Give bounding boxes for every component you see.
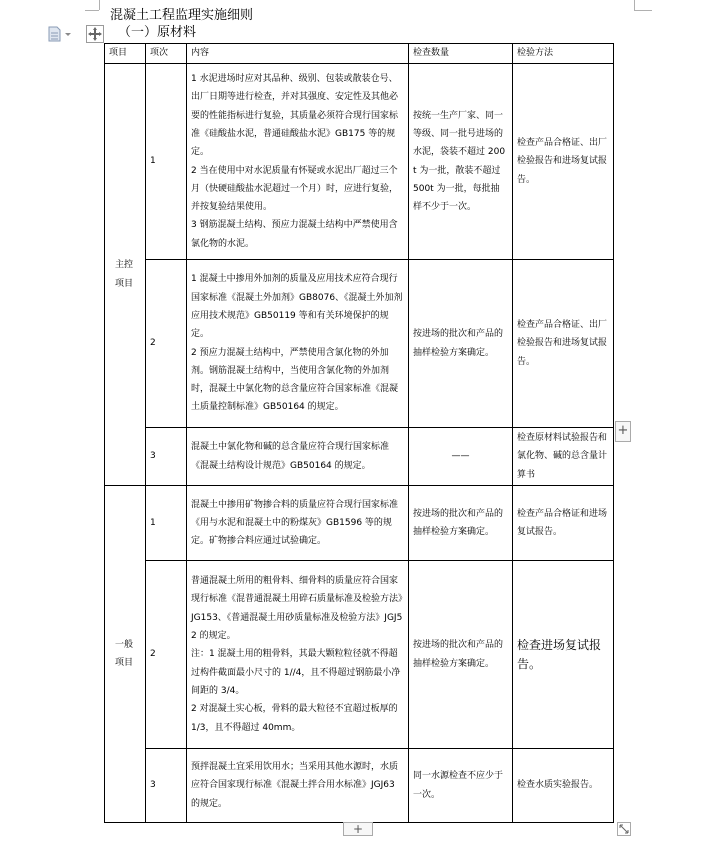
content-text: 普通混凝土所用的粗骨料、细骨料的质量应符合国家现行标准《混普通混凝土用碎石质量标准及检验方法》JG153、《普通混凝土用砂质量标准及检验方法》JGJ52 的规定。 注：1 混凝土用的粗骨料，其最大颗粒粒径就不得超过构件截面最小尺寸的 1//4，且不得超过钢筋最小净间距的 3/4。 2 对混凝土实心板，骨料的最大粒径不宜超过板厚的 1/3，且不得超过 40mm。: [191, 576, 403, 733]
header-cell-number[interactable]: 项次: [146, 44, 187, 64]
crop-mark: [99, 0, 100, 10]
row-quantity[interactable]: 同一水源检查不应少于一次。: [409, 749, 513, 823]
group-label-general[interactable]: 一般项目: [105, 486, 146, 823]
content-text: 1 水泥进场时应对其品种、级别、包装或散装仓号、出厂日期等进行检查，并对其强度、安定性及其他必要的性能指标进行复验，其质量必须符合现行国家标准《硅酸盐水泥，普通硅酸盐水泥》GB175 等的规定。 2 当在使用中对水泥质量有怀疑或水泥出厂超过三个月（快硬硅酸盐水泥超过一个月）时，应进行复验，并按复验结果使用。 3 钢筋混凝土结构、预应力混凝土结构中严禁使用含氯化物的水泥。: [191, 74, 399, 249]
row-content[interactable]: [187, 561, 409, 749]
row-quantity[interactable]: ——: [409, 428, 513, 486]
add-row-button[interactable]: [343, 822, 373, 836]
content-text: 1 混凝土中掺用外加剂的质量及应用技术应符合现行国家标准《混凝土外加剂》GB8076、《混凝土外加剂应用技术规范》GB50119 等和有关环境保护的规定。 2 预应力混凝土结构中，严禁使用含氯化物的外加剂。钢筋混凝土结构中，当使用含氯化物的外加剂时，混凝土中氯化物的总含量应符合国家标准《混凝土质量控制标准》GB50164 的规定。: [191, 274, 403, 413]
plus-icon: +: [352, 822, 364, 836]
table-header-row: [105, 44, 614, 64]
group-label-main[interactable]: 主控项目: [105, 64, 146, 486]
document-icon[interactable]: [48, 26, 72, 42]
row-method[interactable]: 检查产品合格证、出厂检验报告和进场复试报告。: [513, 260, 614, 428]
row-number[interactable]: 2: [146, 260, 187, 428]
header-cell-quantity[interactable]: 检查数量: [409, 44, 513, 64]
header-cell-content[interactable]: 内容: [187, 44, 409, 64]
header-cell-item[interactable]: 项目: [105, 44, 146, 64]
header-cell-method[interactable]: 检验方法: [513, 44, 614, 64]
add-column-button[interactable]: [615, 421, 631, 442]
table-row: [105, 561, 614, 749]
row-content[interactable]: 预拌混凝土宜采用饮用水；当采用其他水源时，水质应符合国家现行标准《混凝土拌合用水标准》JGJ63 的规定。: [187, 749, 409, 823]
row-quantity[interactable]: 按进场的批次和产品的抽样检验方案确定。: [409, 486, 513, 561]
row-number[interactable]: 3: [146, 428, 187, 486]
move-handle-icon[interactable]: [86, 25, 104, 43]
row-method[interactable]: 检查产品合格证和进场复试报告。: [513, 486, 614, 561]
table-row: [105, 260, 614, 428]
row-number[interactable]: 1: [146, 64, 187, 260]
row-method[interactable]: 检查水质实验报告。: [513, 749, 614, 823]
row-content[interactable]: 混凝土中氯化物和碱的总含量应符合现行国家标准《混凝土结构设计规范》GB50164 的规定。: [187, 428, 409, 486]
section-heading: （一）原材料: [118, 25, 197, 40]
row-method[interactable]: 检查原材料试验报告和氯化物、碱的总含量计算书: [513, 428, 614, 486]
plus-icon: +: [617, 423, 629, 438]
row-number[interactable]: 1: [146, 486, 187, 561]
table-row: [105, 749, 614, 823]
table-row: [105, 64, 614, 260]
row-content[interactable]: 混凝土中掺用矿物掺合料的质量应符合现行国家标准《用与水泥和混凝土中的粉煤灰》GB1596 等的规定。矿物掺合料应通过试验确定。: [187, 486, 409, 561]
row-method[interactable]: 检查进场复试报告。: [513, 561, 614, 749]
row-quantity[interactable]: 按进场的批次和产品的抽样检验方案确定。: [409, 260, 513, 428]
row-number[interactable]: 3: [146, 749, 187, 823]
row-content[interactable]: [187, 260, 409, 428]
crop-mark: [634, 0, 635, 10]
document-title: 混凝土工程监理实施细则: [110, 8, 254, 23]
row-number[interactable]: 2: [146, 561, 187, 749]
row-content[interactable]: [187, 64, 409, 260]
crop-mark: [634, 10, 652, 11]
row-method[interactable]: 检查产品合格证、出厂检验报告和进场复试报告。: [513, 64, 614, 260]
crop-mark: [85, 10, 99, 11]
table-row: [105, 486, 614, 561]
row-quantity[interactable]: 按进场的批次和产品的抽样检验方案确定。: [409, 561, 513, 749]
table-row: [105, 428, 614, 486]
resize-icon[interactable]: [617, 822, 631, 836]
row-quantity[interactable]: 按统一生产厂家、同一等级、同一批号进场的水泥，袋装不超过 200t 为一批，散装不超过 500t 为一批，每批抽样不少于一次。: [409, 64, 513, 260]
inspection-table: [104, 43, 614, 823]
